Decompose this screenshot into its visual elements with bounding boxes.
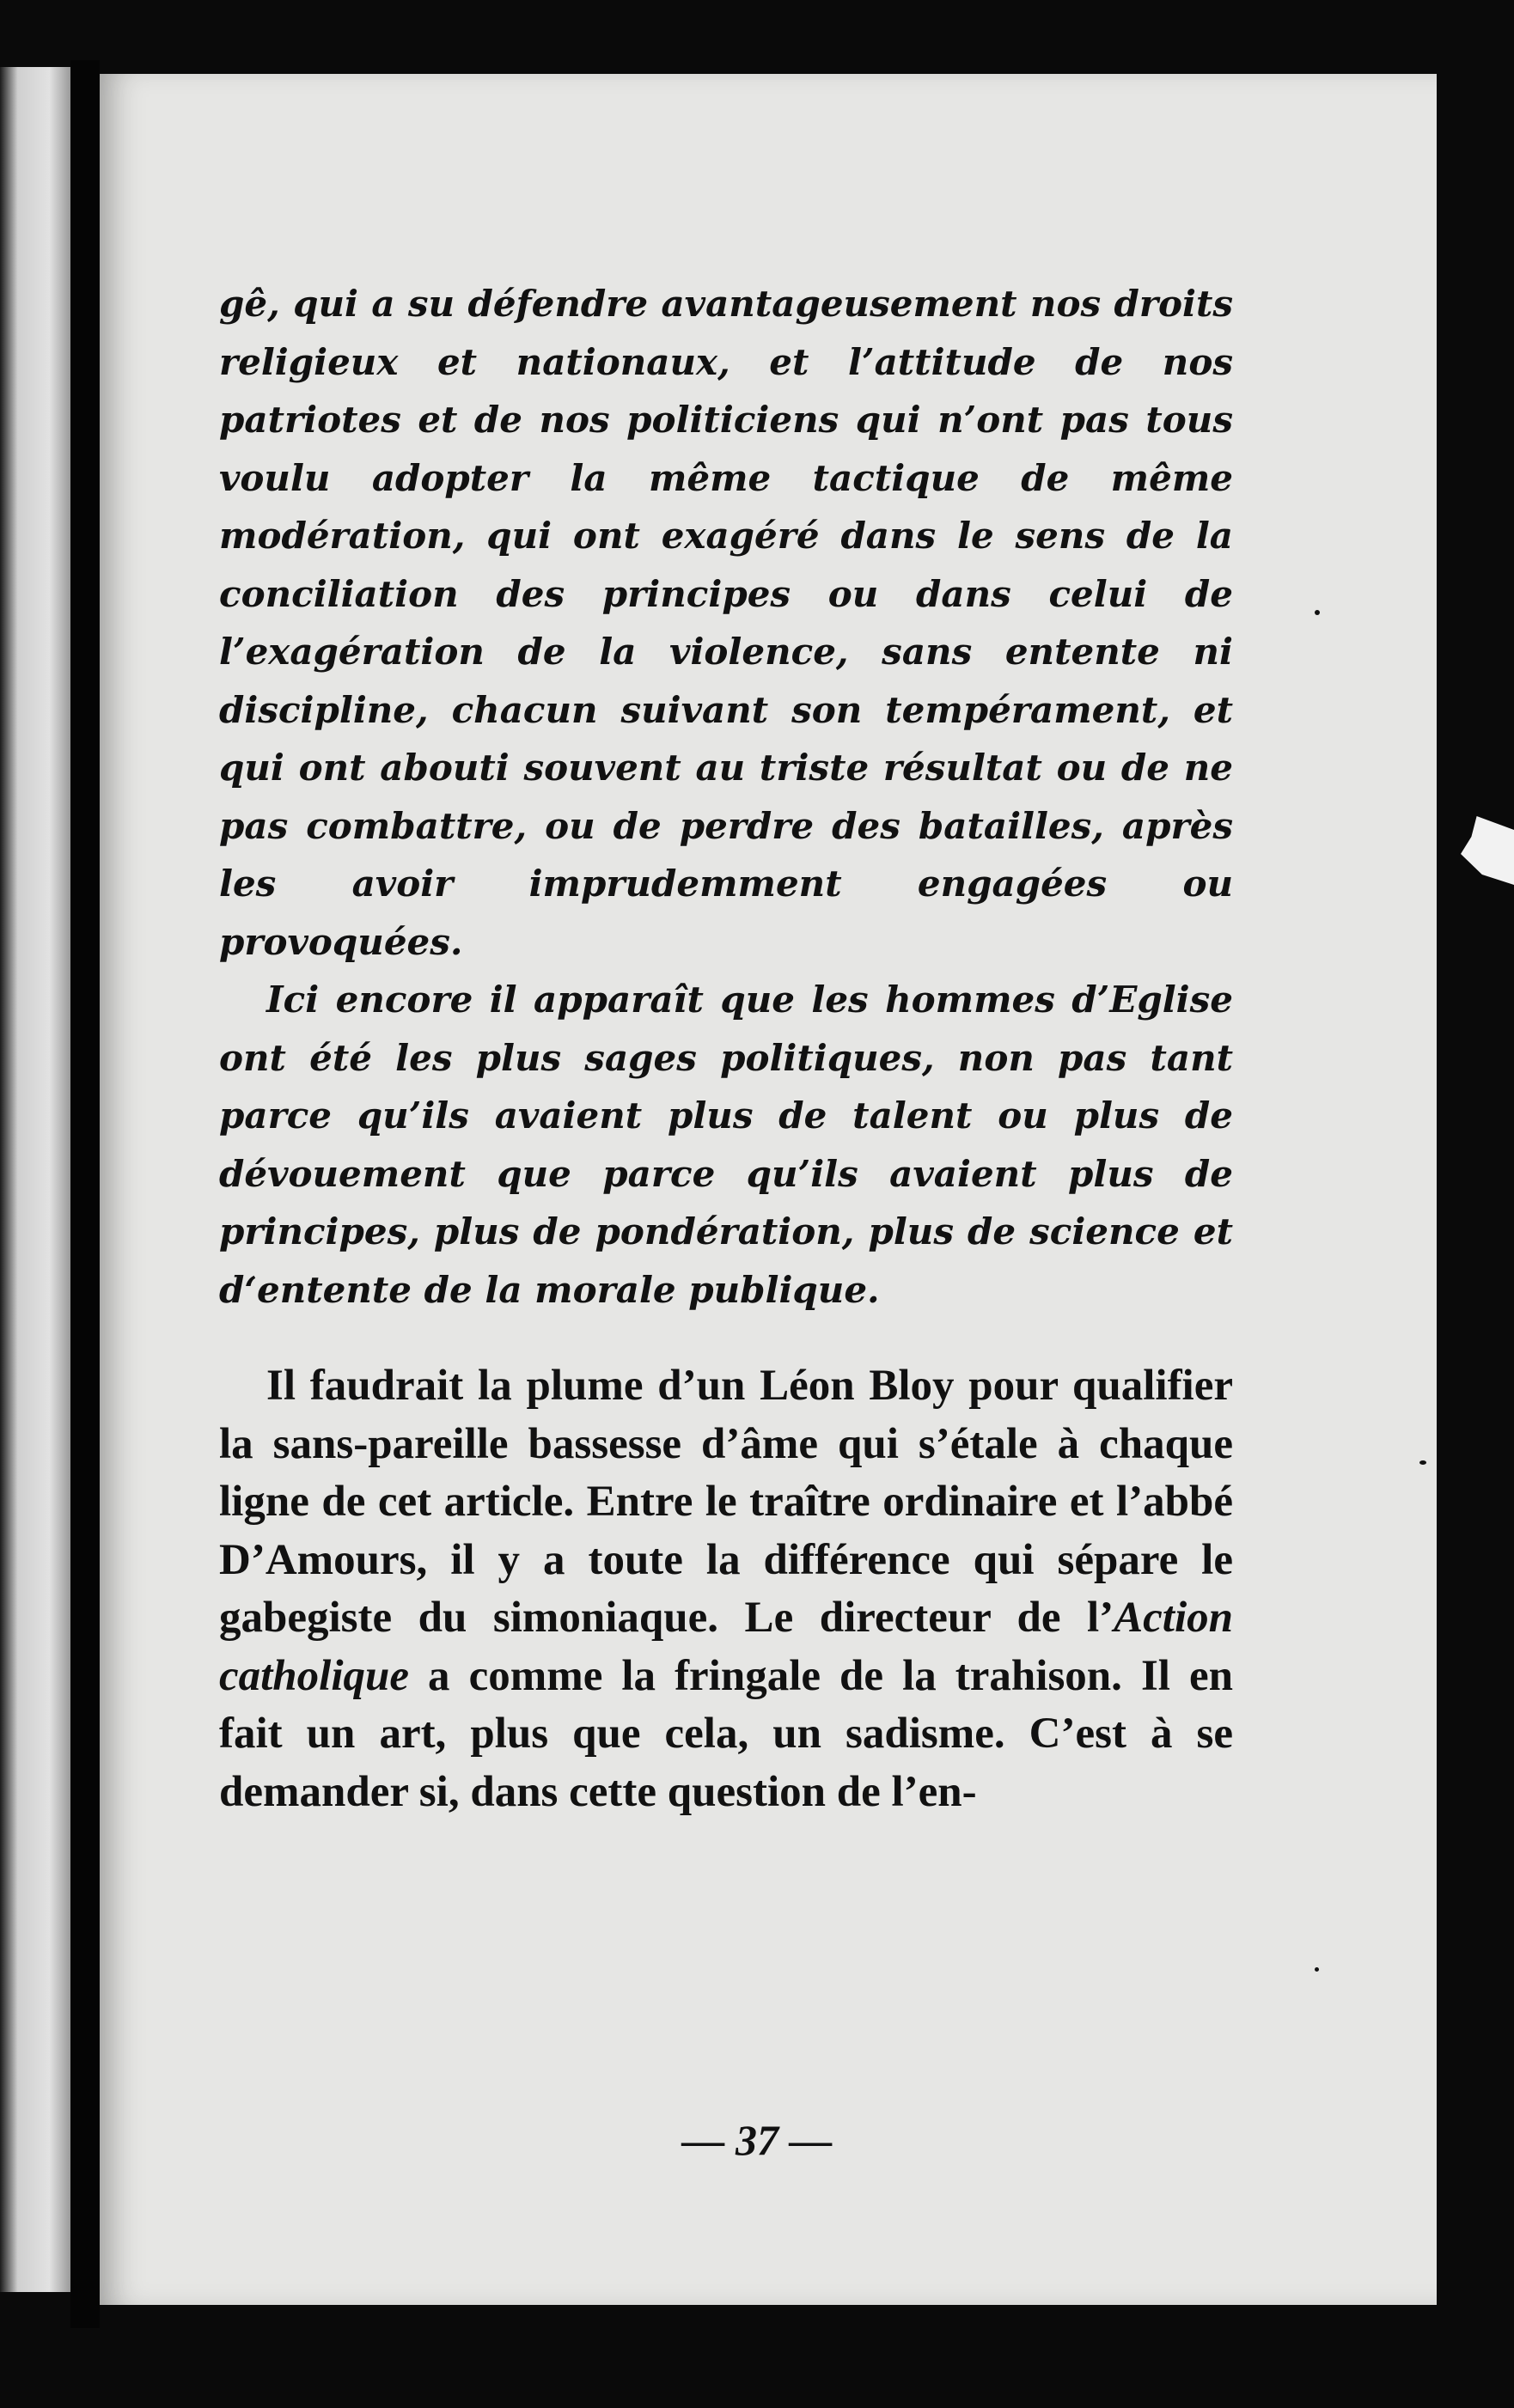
dust-speck xyxy=(1315,1967,1319,1972)
quoted-paragraph-1: gê, qui a su défendre avantageusement nos droits religieux et nationaux, et l’attitude de nos patriotes et de nos politiciens qui n’ont pas tous voulu adopter la même tactique de même modération, qui ont exagéré dans le sens de la conciliation des principes ou dans celui de l’exagération de la violence, sans entente ni discipline, chacun suivant son tempérament, et qui ont abouti souvent au triste résultat ou de ne pas combattre, ou de perdre des batailles, après les avoir imprudemment engagées ou provoquées. xyxy=(219,283,1233,963)
dust-speck xyxy=(1419,1460,1426,1465)
facing-page-edge xyxy=(0,67,70,2292)
page-text xyxy=(219,275,1233,1821)
commentary-text-start: Il faudrait la plume d’un Léon Bloy pour qualifier la sans-pareille bassesse d’âme qui s’étale à chaque ligne de cet article. Entre le traître ordinaire et l’abbé D’Amours, il y a toute la différence qui sépare le gabegiste du simoniaque. Le directeur de l’ xyxy=(219,1362,1233,1642)
torn-paper-fragment xyxy=(1461,816,1514,885)
quoted-paragraph-2: Ici encore il apparaît que les hommes d’Eglise ont été les plus sages politiques, non pas tant parce qu’ils avaient plus de talent ou plus de dévouement que parce qu’ils avaient plus de principes, plus de pondération, plus de science et d‘entente de la morale publique. xyxy=(219,978,1233,1311)
commentary-text-end: a comme la fringale de la trahison. Il en fait un art, plus que cela, un sadisme. C’est à se demander si, dans cette question de l’en- xyxy=(219,1651,1233,1816)
page-number: — 37 — xyxy=(681,2116,833,2164)
commentary-paragraph xyxy=(219,1357,1233,1821)
dust-speck xyxy=(1315,610,1320,615)
newspaper-title: Action catholique xyxy=(219,1594,1233,1700)
book-gutter xyxy=(70,60,100,2328)
